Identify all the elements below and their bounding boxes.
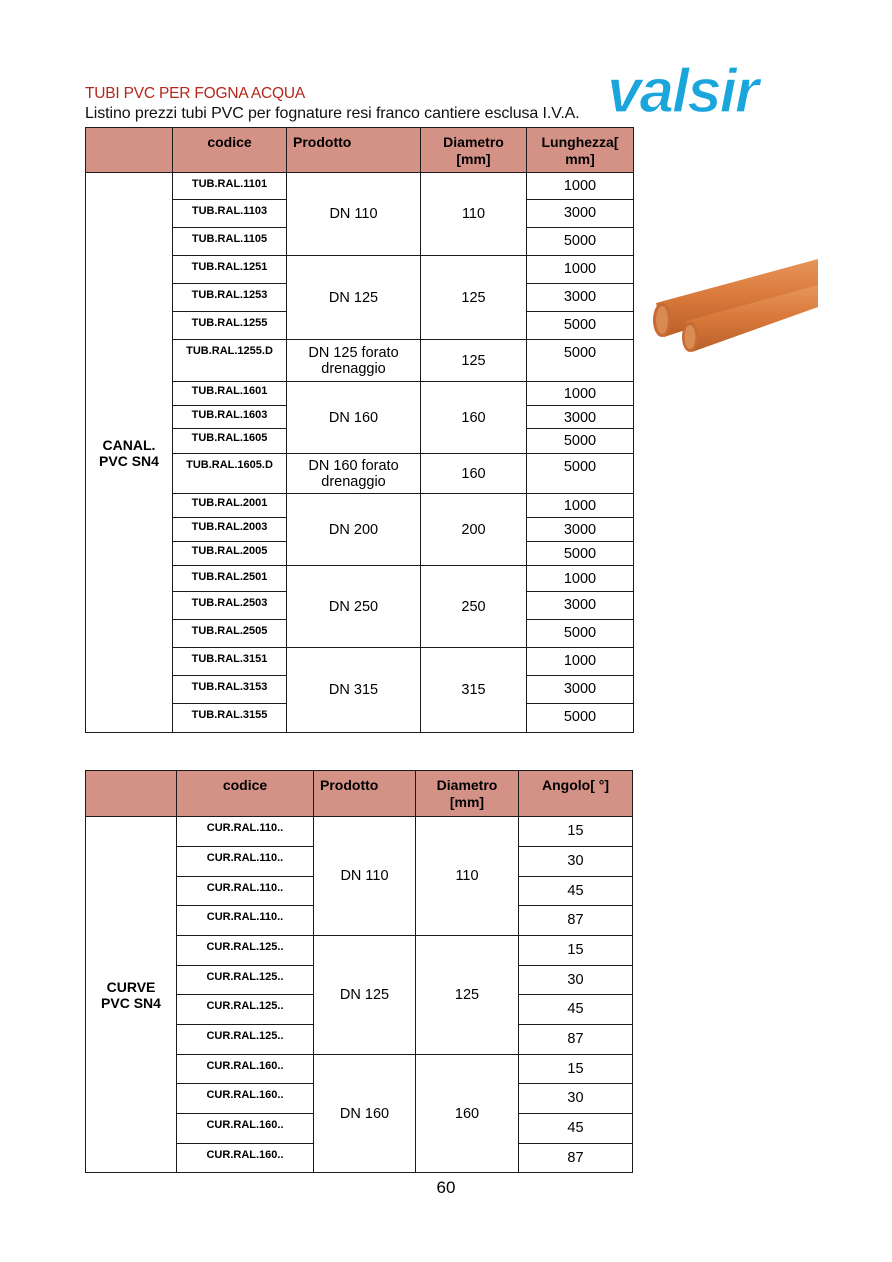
angle-cell: 45 (519, 995, 633, 1025)
header-angle: Angolo[ °] (519, 771, 633, 817)
product-cell: DN 160 (314, 1055, 416, 1173)
code-cell: TUB.RAL.2501 (173, 566, 287, 592)
length-cell: 5000 (527, 340, 634, 382)
header-length: Lunghezza[ mm] (527, 128, 634, 173)
length-cell: 3000 (527, 676, 634, 704)
length-cell: 1000 (527, 494, 634, 518)
page-number: 60 (436, 1178, 456, 1197)
diameter-cell: 315 (421, 648, 527, 733)
code-cell: CUR.RAL.125.. (177, 966, 314, 995)
code-cell: CUR.RAL.160.. (177, 1084, 314, 1114)
header-product: Prodotto (287, 128, 421, 173)
length-cell: 5000 (527, 454, 634, 494)
code-cell: TUB.RAL.1255.D (173, 340, 287, 382)
category-canal-pvc-sn4: CANAL. PVC SN4 (86, 173, 173, 733)
pipes-price-table (85, 127, 634, 733)
length-cell: 1000 (527, 382, 634, 406)
code-cell: CUR.RAL.160.. (177, 1114, 314, 1144)
product-cell: DN 125 (314, 936, 416, 1055)
length-cell: 3000 (527, 284, 634, 312)
code-cell: TUB.RAL.1101 (173, 173, 287, 200)
code-cell: CUR.RAL.160.. (177, 1144, 314, 1173)
pvc-pipes-image (648, 255, 818, 355)
table-header-row (86, 128, 634, 173)
header-diameter: Diametro [mm] (416, 771, 519, 817)
length-cell: 5000 (527, 312, 634, 340)
code-cell: TUB.RAL.3155 (173, 704, 287, 733)
code-cell: TUB.RAL.1605.D (173, 454, 287, 494)
angle-cell: 87 (519, 1025, 633, 1055)
length-cell: 5000 (527, 228, 634, 256)
valsir-logo (605, 62, 820, 122)
diameter-cell: 250 (421, 566, 527, 648)
code-cell: TUB.RAL.2003 (173, 518, 287, 542)
code-cell: CUR.RAL.110.. (177, 817, 314, 847)
code-cell: CUR.RAL.110.. (177, 847, 314, 877)
page-subtitle: Listino prezzi tubi PVC per fognature resi franco cantiere esclusa I.V.A. (85, 105, 580, 122)
angle-cell: 15 (519, 817, 633, 847)
diameter-cell: 125 (421, 340, 527, 382)
length-cell: 1000 (527, 256, 634, 284)
length-cell: 3000 (527, 592, 634, 620)
angle-cell: 87 (519, 1144, 633, 1173)
header-diameter: Diametro [mm] (421, 128, 527, 173)
code-cell: TUB.RAL.2503 (173, 592, 287, 620)
code-cell: TUB.RAL.3153 (173, 676, 287, 704)
angle-cell: 30 (519, 966, 633, 995)
header-product: Prodotto (314, 771, 416, 817)
header-category (86, 771, 177, 817)
curves-price-table (85, 770, 633, 1173)
code-cell: TUB.RAL.1253 (173, 284, 287, 312)
code-cell: CUR.RAL.110.. (177, 906, 314, 936)
length-cell: 1000 (527, 173, 634, 200)
product-cell: DN 110 (287, 173, 421, 256)
code-cell: TUB.RAL.1605 (173, 429, 287, 454)
header-code: codice (177, 771, 314, 817)
length-cell: 3000 (527, 200, 634, 228)
diameter-cell: 125 (421, 256, 527, 340)
product-cell: DN 200 (287, 494, 421, 566)
table-row (86, 817, 633, 847)
category-curve-pvc-sn4: CURVE PVC SN4 (86, 817, 177, 1173)
table-row (86, 173, 634, 200)
length-cell: 5000 (527, 542, 634, 566)
product-cell: DN 110 (314, 817, 416, 936)
logo-text: valsir (607, 62, 758, 122)
code-cell: TUB.RAL.1251 (173, 256, 287, 284)
header-code: codice (173, 128, 287, 173)
code-cell: TUB.RAL.1601 (173, 382, 287, 406)
length-cell: 1000 (527, 566, 634, 592)
product-cell: DN 160 forato drenaggio (287, 454, 421, 494)
code-cell: TUB.RAL.2005 (173, 542, 287, 566)
code-cell: CUR.RAL.125.. (177, 1025, 314, 1055)
length-cell: 5000 (527, 429, 634, 454)
product-cell: DN 125 (287, 256, 421, 340)
header-category (86, 128, 173, 173)
code-cell: TUB.RAL.1255 (173, 312, 287, 340)
length-cell: 3000 (527, 406, 634, 429)
product-cell: DN 250 (287, 566, 421, 648)
diameter-cell: 160 (421, 382, 527, 454)
code-cell: TUB.RAL.1105 (173, 228, 287, 256)
angle-cell: 45 (519, 877, 633, 906)
code-cell: TUB.RAL.2505 (173, 620, 287, 648)
angle-cell: 15 (519, 936, 633, 966)
product-cell: DN 125 forato drenaggio (287, 340, 421, 382)
diameter-cell: 160 (421, 454, 527, 494)
angle-cell: 15 (519, 1055, 633, 1084)
code-cell: TUB.RAL.1103 (173, 200, 287, 228)
length-cell: 5000 (527, 704, 634, 733)
product-cell: DN 160 (287, 382, 421, 454)
code-cell: TUB.RAL.3151 (173, 648, 287, 676)
code-cell: CUR.RAL.125.. (177, 936, 314, 966)
angle-cell: 45 (519, 1114, 633, 1144)
product-cell: DN 315 (287, 648, 421, 733)
diameter-cell: 200 (421, 494, 527, 566)
diameter-cell: 125 (416, 936, 519, 1055)
code-cell: CUR.RAL.125.. (177, 995, 314, 1025)
length-cell: 1000 (527, 648, 634, 676)
length-cell: 3000 (527, 518, 634, 542)
length-cell: 5000 (527, 620, 634, 648)
diameter-cell: 110 (421, 173, 527, 256)
code-cell: TUB.RAL.1603 (173, 406, 287, 429)
angle-cell: 30 (519, 1084, 633, 1114)
page-title: TUBI PVC PER FOGNA ACQUA (85, 85, 305, 102)
code-cell: CUR.RAL.160.. (177, 1055, 314, 1084)
table-header-row (86, 771, 633, 817)
diameter-cell: 160 (416, 1055, 519, 1173)
code-cell: TUB.RAL.2001 (173, 494, 287, 518)
diameter-cell: 110 (416, 817, 519, 936)
angle-cell: 30 (519, 847, 633, 877)
angle-cell: 87 (519, 906, 633, 936)
code-cell: CUR.RAL.110.. (177, 877, 314, 906)
